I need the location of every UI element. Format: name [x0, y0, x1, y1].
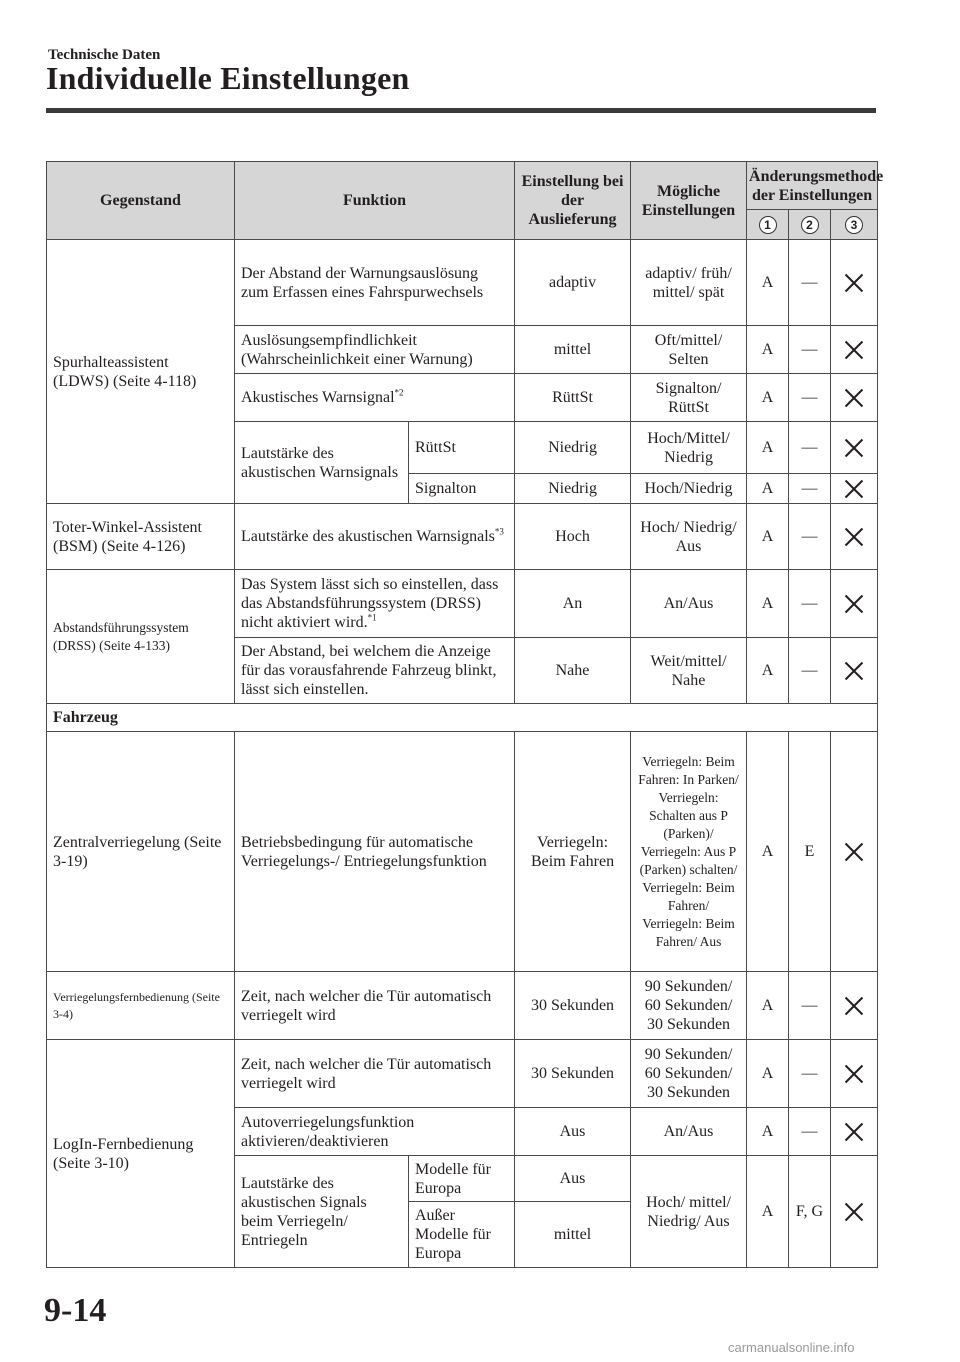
method-3-cell — [831, 1108, 878, 1156]
cross-icon — [845, 843, 863, 861]
options-cell: Verriegeln: Beim Fahren: In Parken/ Verriegeln: Schalten aus P (Parken)/ Verriegeln: Aus P (Parken) schalten/ Verriegeln: Beim Fahren/ Verriegeln: Beim Fahren/ Aus — [631, 732, 747, 972]
footnote-ref: *1 — [367, 612, 377, 623]
method-1-cell: A — [747, 474, 789, 504]
options-cell: Signalton/ RüttSt — [631, 374, 747, 422]
options-cell: Hoch/ Niedrig/ Aus — [631, 504, 747, 570]
function-text: Lautstärke des akustischen Warnsignals — [241, 528, 495, 545]
method-2-cell: — — [789, 474, 831, 504]
col-options: Mögliche Einstellungen — [631, 162, 747, 240]
method-1-cell: A — [747, 1040, 789, 1108]
method-2-cell: — — [789, 504, 831, 570]
factory-cell: Niedrig — [515, 422, 631, 474]
method-2-cell: — — [789, 1108, 831, 1156]
method-2-cell: — — [789, 240, 831, 326]
factory-cell: An — [515, 570, 631, 638]
options-cell: Hoch/Mittel/ Niedrig — [631, 422, 747, 474]
method-1-cell: A — [747, 638, 789, 704]
footnote-ref: *3 — [494, 526, 504, 537]
factory-cell: 30 Sekunden — [515, 1040, 631, 1108]
method-2-cell: — — [789, 422, 831, 474]
options-cell: Weit/mittel/ Nahe — [631, 638, 747, 704]
section-label: Technische Daten — [48, 47, 161, 63]
options-cell: An/Aus — [631, 570, 747, 638]
options-cell: 90 Sekunden/ 60 Sekunden/ 30 Sekunden — [631, 972, 747, 1040]
factory-cell: Niedrig — [515, 474, 631, 504]
cross-icon — [845, 595, 863, 613]
method-2-header — [789, 210, 831, 240]
table-row — [47, 240, 878, 326]
cross-icon — [845, 528, 863, 546]
col-item: Gegenstand — [47, 162, 235, 240]
method-2-cell: F, G — [789, 1156, 831, 1268]
method-3-cell — [831, 374, 878, 422]
table-row — [47, 732, 878, 972]
method-3-cell — [831, 1156, 878, 1268]
method-3-cell — [831, 638, 878, 704]
function-cell: Zeit, nach welcher die Tür automatisch verriegelt wird — [235, 1040, 515, 1108]
factory-cell: mittel — [515, 326, 631, 374]
options-cell: 90 Sekunden/ 60 Sekunden/ 30 Sekunden — [631, 1040, 747, 1108]
cross-icon — [845, 997, 863, 1015]
table-row — [47, 972, 878, 1040]
method-3-cell — [831, 1040, 878, 1108]
table-row — [47, 570, 878, 638]
cross-icon — [845, 1065, 863, 1083]
function-text: Akustisches Warnsignal — [241, 389, 395, 406]
item-cell: Spurhalteassistent (LDWS) (Seite 4-118) — [47, 240, 235, 504]
factory-cell: adaptiv — [515, 240, 631, 326]
options-cell: adaptiv/ früh/ mittel/ spät — [631, 240, 747, 326]
col-factory: Einstellung bei der Auslieferung — [515, 162, 631, 240]
method-2-cell: — — [789, 374, 831, 422]
factory-cell: 30 Sekunden — [515, 972, 631, 1040]
function-cell: Lautstärke des akustischen Signals beim Verriegeln/ Entriegeln — [235, 1156, 409, 1268]
cross-icon — [845, 662, 863, 680]
settings-table — [46, 161, 884, 1268]
method-2-cell: — — [789, 972, 831, 1040]
method-3-cell — [831, 504, 878, 570]
group-label: Fahrzeug — [47, 704, 878, 732]
method-3-cell — [831, 422, 878, 474]
function-text: Das System lässt sich so einstellen, dass das Abstandsführungssystem (DRSS) nicht aktiviert wird. — [241, 576, 499, 631]
function-cell: Der Abstand der Warnungsauslösung zum Erfassen eines Fahrspurwechsels — [235, 240, 515, 326]
function-cell — [235, 374, 515, 422]
method-2-cell: — — [789, 326, 831, 374]
cross-icon — [845, 480, 863, 498]
function-cell: Autoverriegelungsfunktion aktivieren/deaktivieren — [235, 1108, 515, 1156]
cross-icon — [845, 1123, 863, 1141]
cross-icon — [845, 389, 863, 407]
item-cell: LogIn-Fernbedienung (Seite 3-10) — [47, 1040, 235, 1268]
options-cell: An/Aus — [631, 1108, 747, 1156]
subfunction-cell: Modelle für Europa — [409, 1156, 515, 1202]
method-2-badge: 2 — [801, 216, 819, 234]
options-cell: Oft/mittel/ Selten — [631, 326, 747, 374]
col-method: Änderungsmethode der Einstellungen — [747, 162, 878, 210]
function-cell: Auslösungsempfindlichkeit (Wahrscheinlichkeit einer Warnung) — [235, 326, 515, 374]
method-3-header — [831, 210, 878, 240]
subfunction-cell: RüttSt — [409, 422, 515, 474]
method-3-cell — [831, 732, 878, 972]
method-3-cell — [831, 570, 878, 638]
cross-icon — [845, 439, 863, 457]
footnote-ref: *2 — [394, 387, 404, 398]
function-cell: Zeit, nach welcher die Tür automatisch verriegelt wird — [235, 972, 515, 1040]
method-1-cell: A — [747, 732, 789, 972]
table-row — [47, 1040, 878, 1108]
method-3-badge: 3 — [845, 216, 863, 234]
factory-cell: Aus — [515, 1108, 631, 1156]
item-cell: Toter-Winkel-Assistent (BSM) (Seite 4-126) — [47, 504, 235, 570]
factory-cell: Verriegeln: Beim Fahren — [515, 732, 631, 972]
method-2-cell: — — [789, 570, 831, 638]
factory-cell: RüttSt — [515, 374, 631, 422]
item-cell: Zentralverriegelung (Seite 3-19) — [47, 732, 235, 972]
page-number: 9-14 — [44, 1292, 107, 1329]
item-cell: Abstandsführungssystem (DRSS) (Seite 4-133) — [47, 570, 235, 704]
method-1-cell: A — [747, 422, 789, 474]
factory-cell: Hoch — [515, 504, 631, 570]
method-1-cell: A — [747, 240, 789, 326]
cross-icon — [845, 341, 863, 359]
method-1-cell: A — [747, 972, 789, 1040]
method-3-cell — [831, 474, 878, 504]
method-2-cell: E — [789, 732, 831, 972]
method-2-cell: — — [789, 638, 831, 704]
subfunction-cell: Signalton — [409, 474, 515, 504]
function-cell: Der Abstand, bei welchem die Anzeige für das vorausfahrende Fahrzeug blinkt, lässt sich einstellen. — [235, 638, 515, 704]
cross-icon — [845, 1203, 863, 1221]
method-1-cell: A — [747, 1108, 789, 1156]
method-3-cell — [831, 326, 878, 374]
method-1-header — [747, 210, 789, 240]
group-row — [47, 704, 878, 732]
options-cell: Hoch/ mittel/ Niedrig/ Aus — [631, 1156, 747, 1268]
method-1-cell: A — [747, 570, 789, 638]
page-title: Individuelle Einstellungen — [46, 60, 410, 96]
function-cell: Lautstärke des akustischen Warnsignals — [235, 422, 409, 504]
function-cell: Betriebsbedingung für automatische Verriegelungs-/ Entriegelungsfunktion — [235, 732, 515, 972]
table-row — [47, 504, 878, 570]
method-1-cell: A — [747, 326, 789, 374]
function-cell — [235, 570, 515, 638]
method-3-cell — [831, 972, 878, 1040]
method-1-cell: A — [747, 374, 789, 422]
method-3-cell — [831, 240, 878, 326]
subfunction-cell: Außer Modelle für Europa — [409, 1202, 515, 1268]
function-cell — [235, 504, 515, 570]
title-rule — [46, 108, 876, 113]
options-cell: Hoch/Niedrig — [631, 474, 747, 504]
factory-cell: mittel — [515, 1202, 631, 1268]
method-1-cell: A — [747, 504, 789, 570]
cross-icon — [845, 274, 863, 292]
item-cell: Verriegelungsfernbedienung (Seite 3-4) — [47, 972, 235, 1040]
watermark: carmanualsonline.info — [728, 1340, 855, 1355]
col-function: Funktion — [235, 162, 515, 240]
factory-cell: Aus — [515, 1156, 631, 1202]
method-2-cell: — — [789, 1040, 831, 1108]
factory-cell: Nahe — [515, 638, 631, 704]
method-1-badge: 1 — [759, 216, 777, 234]
method-1-cell: A — [747, 1156, 789, 1268]
